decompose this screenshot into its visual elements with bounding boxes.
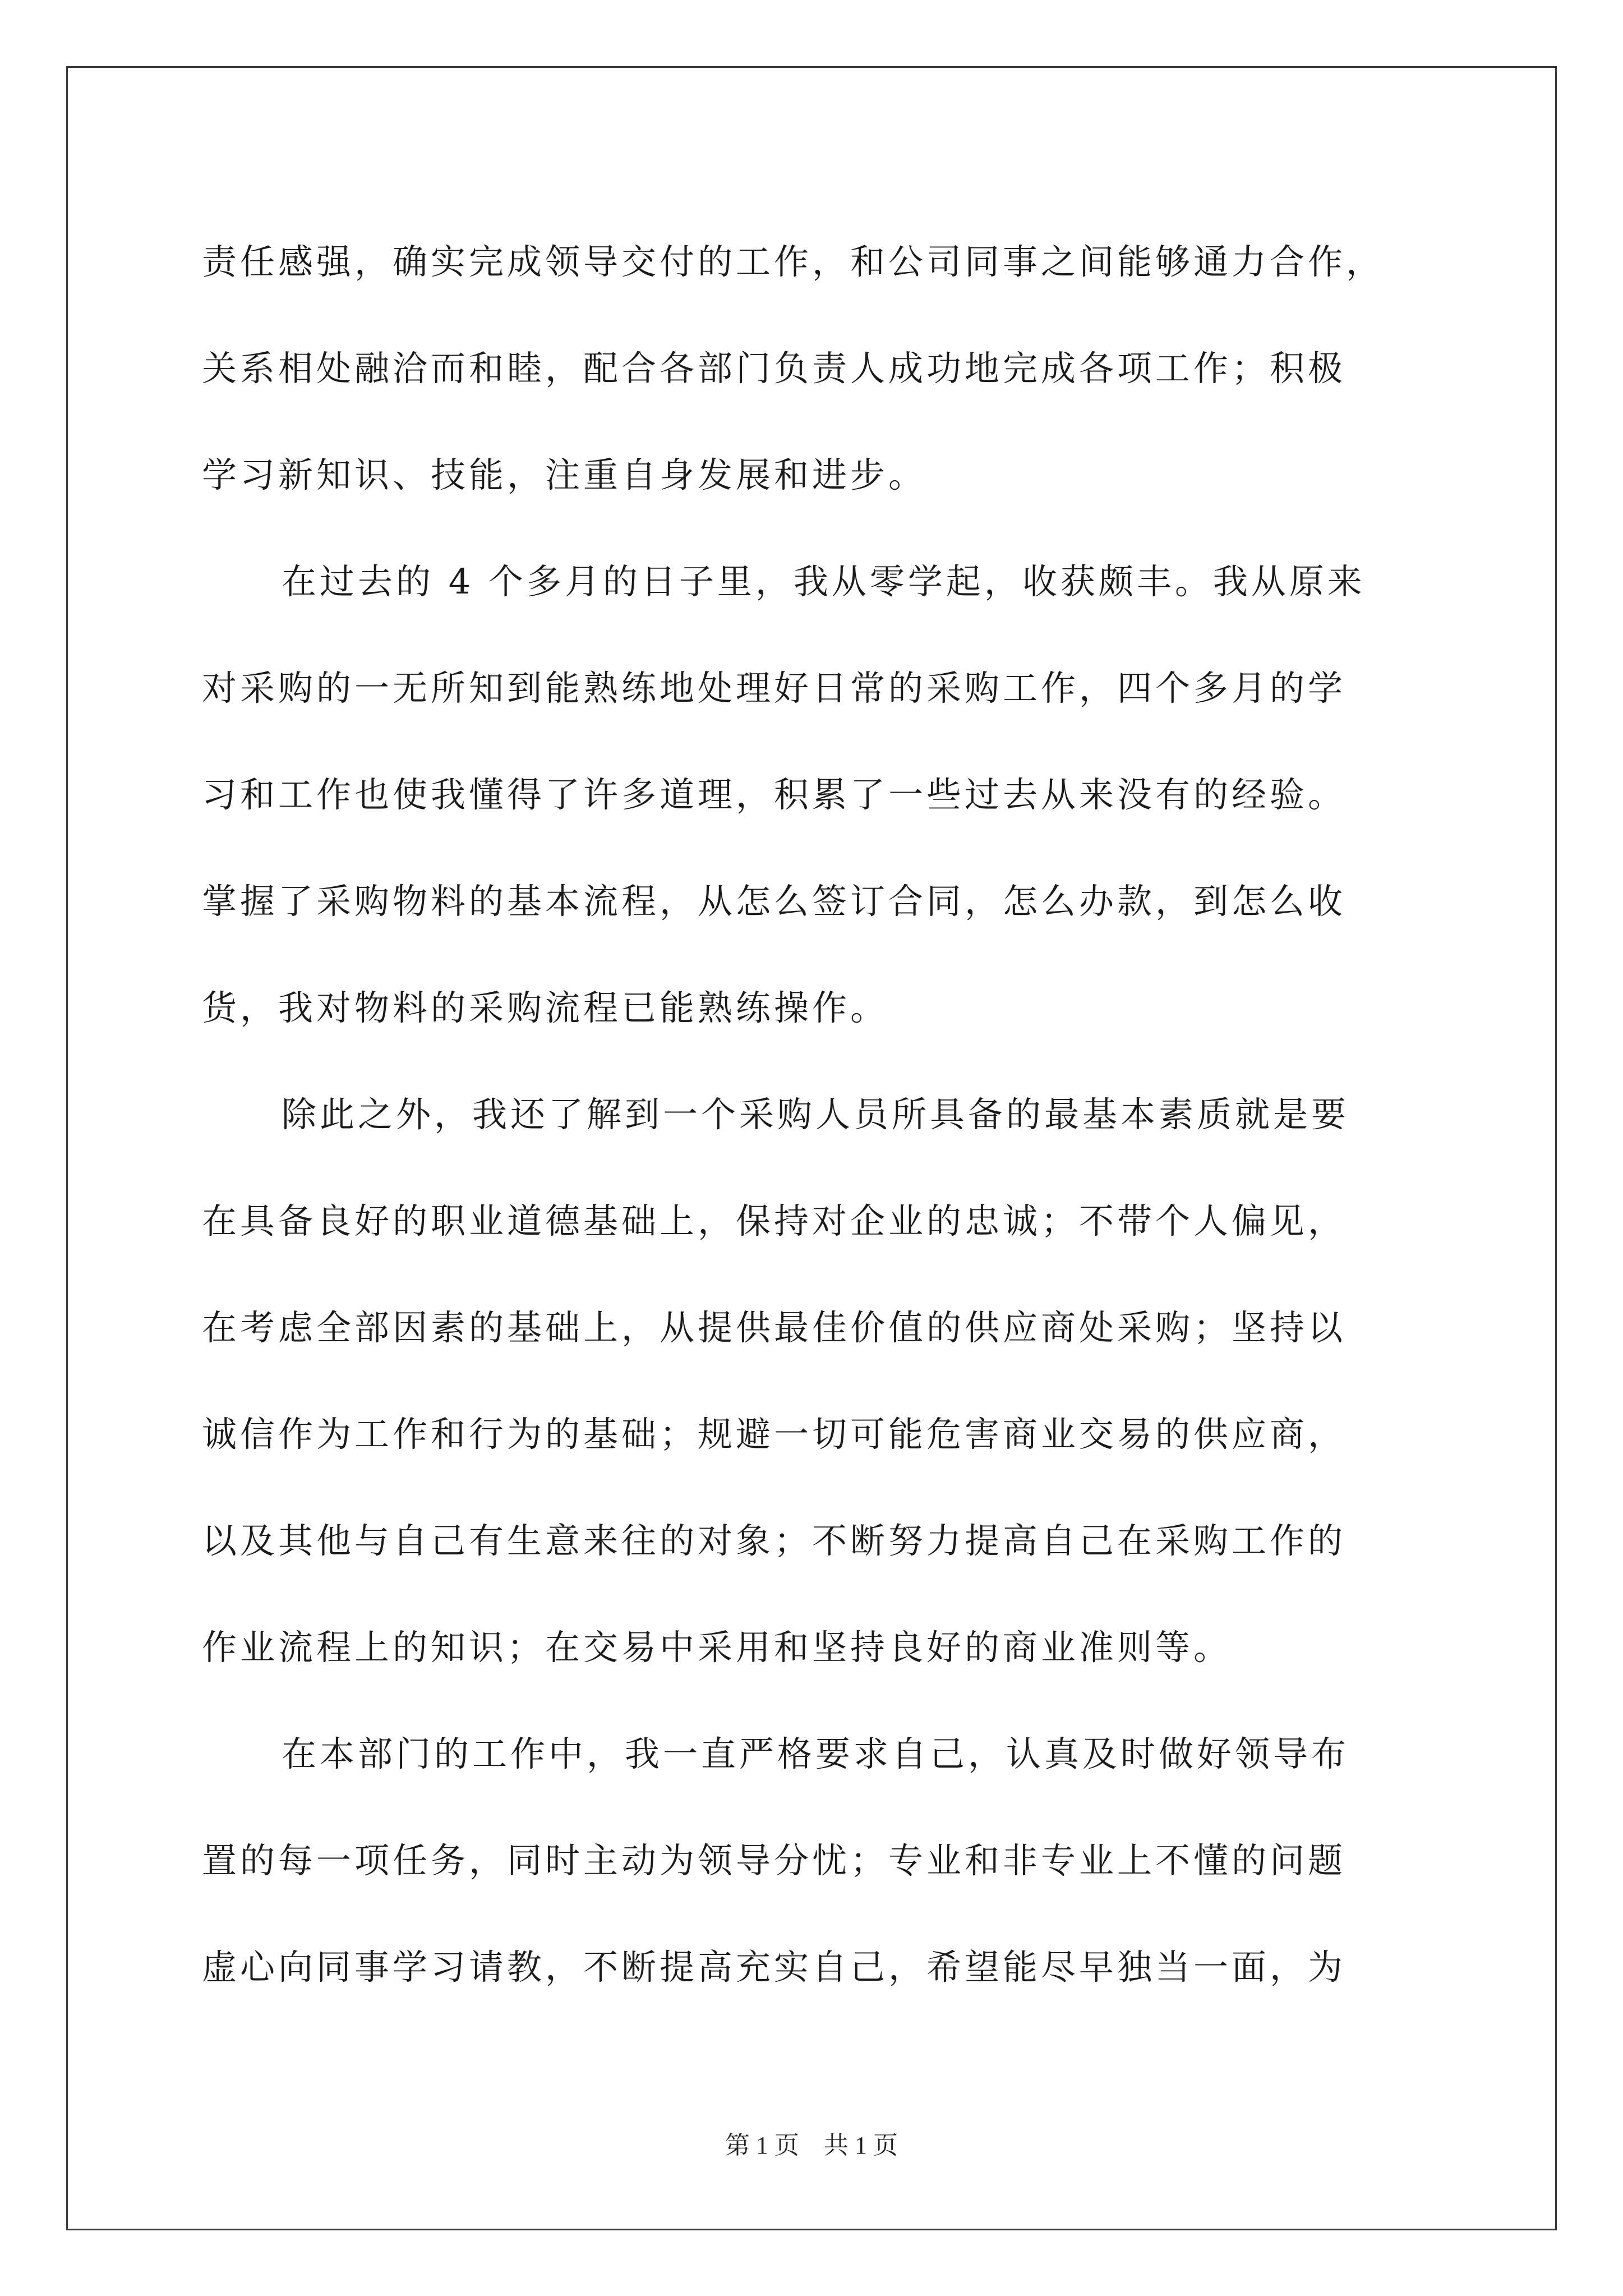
text-line: 责任感强，确实完成领导交付的工作，和公司同事之间能够通力合作， bbox=[202, 241, 1385, 282]
text-line: 对采购的一无所知到能熟练地处理好日常的采购工作，四个多月的学 bbox=[202, 668, 1347, 708]
paragraph-first-line: 除此之外，我还了解到一个采购人员所具备的最基本素质就是要 bbox=[282, 1094, 1350, 1135]
text-line: 关系相处融洽而和睦，配合各部门负责人成功地完成各项工作；积极 bbox=[202, 348, 1347, 389]
text-line: 在考虑全部因素的基础上，从提供最佳价值的供应商处采购；坚持以 bbox=[202, 1307, 1347, 1348]
text-line: 掌握了采购物料的基本流程，从怎么签订合同，怎么办款，到怎么收 bbox=[202, 881, 1347, 922]
paragraph-first-line: 在过去的 4 个多月的日子里，我从零学起，收获颇丰。我从原来 bbox=[282, 561, 1366, 602]
text-line: 置的每一项任务，同时主动为领导分忧；专业和非专业上不懂的问题 bbox=[202, 1840, 1347, 1881]
page-number-footer: 第 1 页 共 1 页 bbox=[725, 2132, 898, 2159]
text-line: 以及其他与自己有生意来往的对象；不断努力提高自己在采购工作的 bbox=[202, 1520, 1347, 1561]
paragraph-first-line: 在本部门的工作中，我一直严格要求自己，认真及时做好领导布 bbox=[282, 1733, 1350, 1774]
text-line: 虚心向同事学习请教，不断提高充实自己，希望能尽早独当一面，为 bbox=[202, 1947, 1347, 1987]
document-body bbox=[202, 209, 1436, 2021]
text-line: 学习新知识、技能，注重自身发展和进步。 bbox=[202, 454, 927, 495]
text-line: 诚信作为工作和行为的基础；规避一切可能危害商业交易的供应商， bbox=[202, 1414, 1347, 1455]
text-line: 作业流程上的知识；在交易中采用和坚持良好的商业准则等。 bbox=[202, 1627, 1232, 1668]
text-line: 在具备良好的职业道德基础上，保持对企业的忠诚；不带个人偏见， bbox=[202, 1200, 1347, 1241]
text-line: 习和工作也使我懂得了许多道理，积累了一些过去从来没有的经验。 bbox=[202, 774, 1347, 815]
text-line: 货，我对物料的采购流程已能熟练操作。 bbox=[202, 987, 889, 1028]
